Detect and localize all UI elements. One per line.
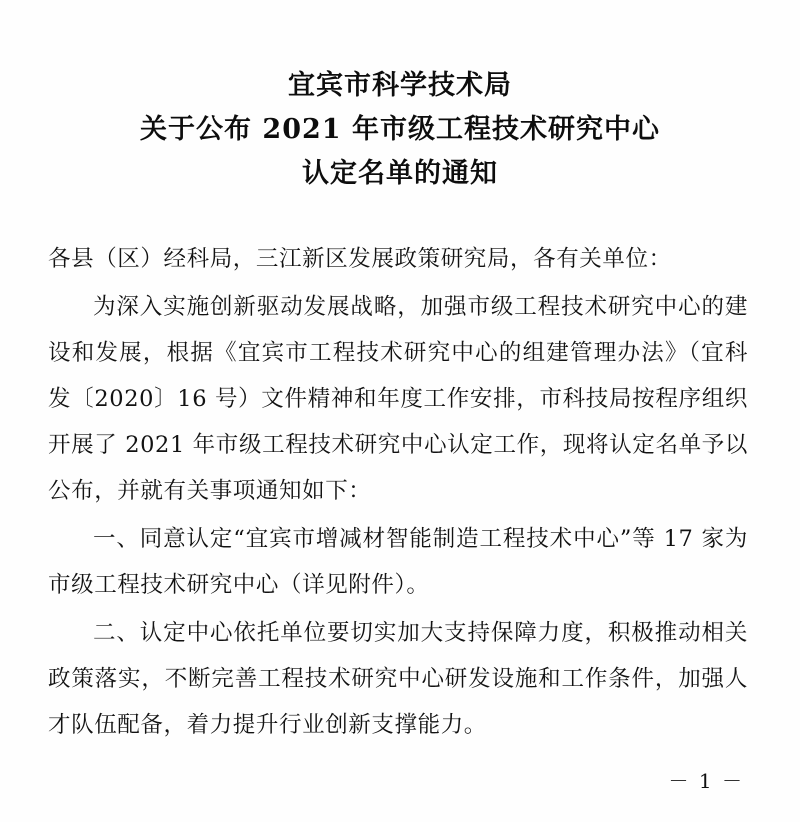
document-title [0, 0, 800, 196]
title-line-1: 宜宾市科学技术局 [288, 70, 512, 101]
document-body [0, 236, 800, 748]
title-line-2: 关于公布 2021 年市级工程技术研究中心 [140, 114, 660, 145]
paragraph-2: 一、同意认定“宜宾市增减材智能制造工程技术中心”等 17 家为市级工程技术研究中心（详见附件）。 [48, 526, 748, 598]
paragraph-3: 二、认定中心依托单位要切实加大支持保障力度，积极推动相关政策落实，不断完善工程技术研究中心研发设施和工作条件，加强人才队伍配备，着力提升行业创新支撑能力。 [48, 620, 748, 738]
title-line-3: 认定名单的通知 [302, 158, 498, 189]
salutation: 各县（区）经科局，三江新区发展政策研究局，各有关单位： [48, 246, 672, 272]
paragraph-1: 为深入实施创新驱动发展战略，加强市级工程技术研究中心的建设和发展，根据《宜宾市工程技术研究中心的组建管理办法》（宜科发〔2020〕16 号）文件精神和年度工作安排，市科技局按程序组织开展了 2021 年市级工程技术研究中心认定工作，现将认定名单予以公布，并就有关事项通知如下： [48, 294, 748, 504]
page-number: － 1 － [668, 769, 744, 793]
